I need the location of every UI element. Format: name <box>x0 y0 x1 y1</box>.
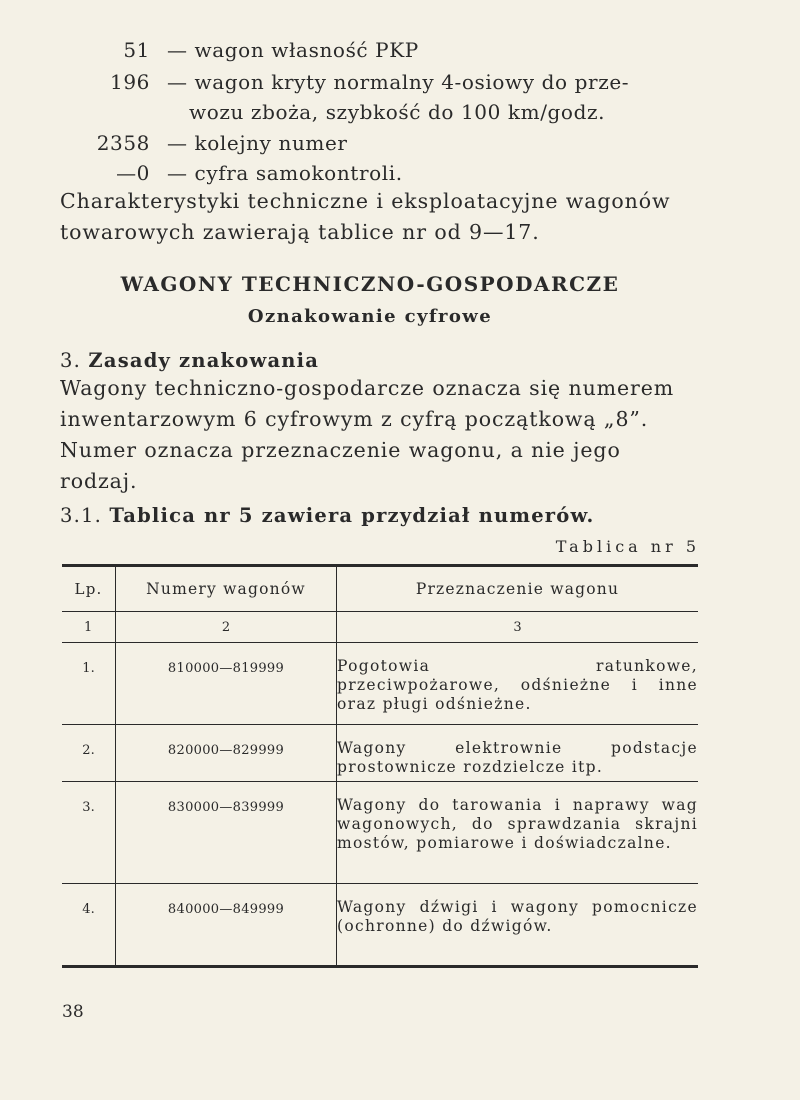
table-header-row <box>62 566 698 612</box>
subrule-title: Tablica nr 5 zawiera przydział numerów. <box>109 504 595 527</box>
code-line <box>80 70 629 94</box>
code-number: 196 <box>110 70 150 94</box>
code-number: —0 <box>116 161 150 185</box>
column-index: 3 <box>337 612 699 643</box>
row-lp: 2. <box>62 725 116 782</box>
row-purpose: Wagony elektrownie podstacje prostownicze rozdzielcze itp. <box>337 725 699 782</box>
wagon-numbers-table <box>62 564 698 968</box>
code-description: — kolejny numer <box>166 131 348 155</box>
column-index-row <box>62 612 698 643</box>
rule-title: Zasady znakowania <box>88 349 320 372</box>
rule-number: 3. <box>60 349 82 372</box>
row-lp: 1. <box>62 643 116 725</box>
code-description: — wagon kryty normalny 4-osiowy do prze- <box>166 70 630 94</box>
intro-paragraph: Charakterystyki techniczne i eksploatacyjne wagonów towarowych zawierają tablice nr od 9—17. <box>60 189 671 244</box>
column-index: 1 <box>62 612 116 643</box>
subrule-heading <box>60 504 595 527</box>
table-row <box>62 643 698 725</box>
code-description: — wagon własność PKP <box>166 38 419 62</box>
row-purpose: Wagony dźwigi i wagony pomocnicze (ochronne) do dźwigów. <box>337 898 698 935</box>
section-subtitle: Oznakowanie cyfrowe <box>247 306 493 327</box>
page-number: 38 <box>62 1002 84 1022</box>
code-number: 2358 <box>96 131 150 155</box>
table-row <box>62 884 698 967</box>
row-number-range: 840000—849999 <box>116 884 337 967</box>
code-line <box>80 131 348 155</box>
code-line-continuation <box>189 100 605 124</box>
row-purpose: Pogotowia ratunkowe, przeciwpożarowe, odśnieżne i inne oraz pługi odśnieżne. <box>337 643 699 725</box>
row-lp: 4. <box>62 884 116 967</box>
header-purpose: Przeznaczenie wagonu <box>337 566 699 612</box>
table-caption: Tablica nr 5 <box>555 537 700 556</box>
table-row <box>62 725 698 782</box>
section-title: WAGONY TECHNICZNO-GOSPODARCZE <box>120 272 620 296</box>
column-index: 2 <box>116 612 337 643</box>
rule-text: Wagony techniczno-gospodarcze oznacza się numerem inwentarzowym 6 cyfrowym z cyfrą początkową „8”. Numer oznacza przeznaczenie wagonu, a nie jego rodzaj. <box>60 376 675 493</box>
code-description: — cyfra samokontroli. <box>166 161 403 185</box>
rule-heading <box>60 349 319 372</box>
header-numbers: Numery wagonów <box>116 566 337 612</box>
subrule-number: 3.1. <box>60 504 103 527</box>
row-purpose: Wagony do tarowania i naprawy wag wagonowych, do sprawdzania skrajni mostów, pomiarowe i doświadczalne. <box>337 782 699 884</box>
code-number: 51 <box>123 38 150 62</box>
row-lp: 3. <box>62 782 116 884</box>
row-number-range: 810000—819999 <box>116 643 337 725</box>
code-line <box>80 161 403 185</box>
header-lp: Lp. <box>62 566 116 612</box>
row-number-range: 820000—829999 <box>116 725 337 782</box>
table-row <box>62 782 698 884</box>
code-description: wozu zboża, szybkość do 100 km/godz. <box>189 100 606 124</box>
row-number-range: 830000—839999 <box>116 782 337 884</box>
code-line <box>80 38 419 62</box>
